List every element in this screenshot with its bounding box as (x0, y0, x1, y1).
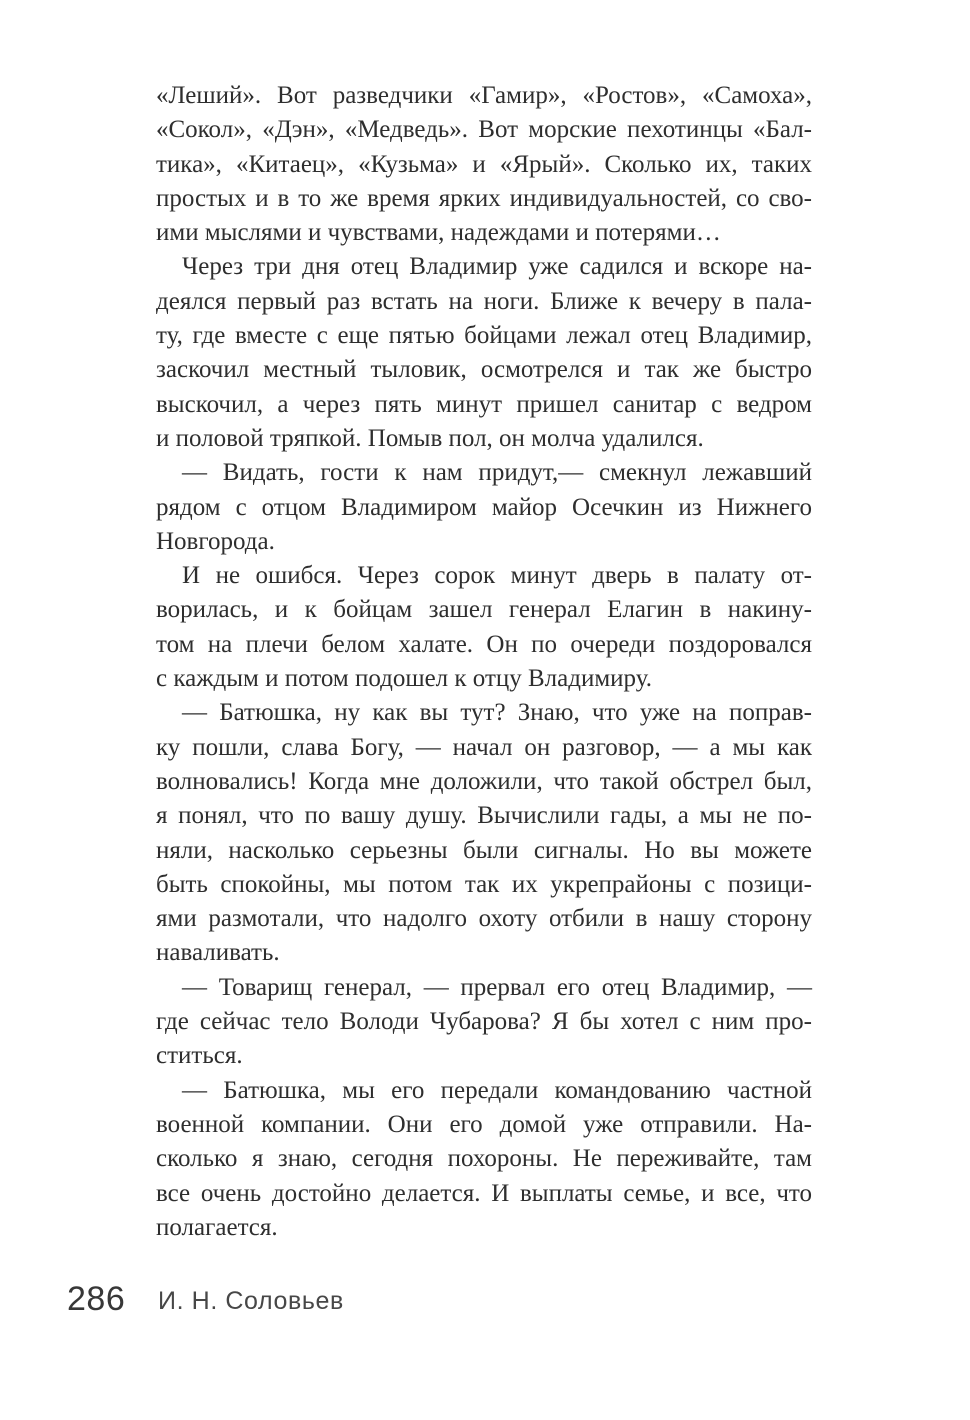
text-line: быть спокойны, мы потом так их укрепрайоны с позици- (156, 870, 812, 898)
text-line: ку пошли, слава Богу, — начал он разговор, — а мы как (156, 733, 812, 761)
text-line: Через три дня отец Владимир уже садился и вскоре на- (182, 253, 812, 281)
text-line: — Батюшка, ну как вы тут? Знаю, что уже на поправ- (182, 699, 812, 727)
text-line: я понял, что по вашу душу. Вычислили гады, а мы не по- (156, 802, 812, 830)
text-line: деялся первый раз встать на ноги. Ближе к вечеру в пала- (156, 287, 812, 315)
text-line: с каждым и потом подошел к отцу Владимиру. (156, 665, 652, 693)
text-line: ями размотали, что надолго охоту отбили в нашу сторону (156, 905, 812, 933)
running-title-author: И. Н. Соловьев (158, 1287, 344, 1315)
text-line: ту, где вместе с еще пятью бойцами лежал отец Владимир, (156, 322, 812, 350)
text-line: рядом с отцом Владимиром майор Осечкин из Нижнего (156, 493, 812, 521)
text-line: И не ошибся. Через сорок минут дверь в палату от- (182, 562, 812, 590)
text-line: — Батюшка, мы его передали командованию частной (182, 1076, 812, 1104)
text-line: все очень достойно делается. И выплаты семье, и все, что (156, 1179, 812, 1207)
text-line: простых и в то же время ярких индивидуальностей, со сво- (156, 184, 812, 212)
page-text-block (156, 79, 812, 1245)
paragraph (156, 79, 812, 250)
text-line: Новгорода. (156, 527, 275, 555)
text-line: няли, насколько серьезны были сигналы. Но вы можете (156, 836, 812, 864)
text-line: «Леший». Вот разведчики «Гамир», «Ростов», «Самоха», (156, 82, 812, 109)
paragraph (156, 456, 812, 559)
paragraph (156, 250, 812, 456)
paragraph (156, 696, 812, 970)
paragraph (156, 1074, 812, 1245)
text-line: волновались! Когда мне доложили, что такой обстрел был, (156, 767, 812, 795)
text-line: заскочил местный тыловик, осмотрелся и так же быстро (156, 356, 812, 384)
page-number: 286 (67, 1280, 126, 1318)
text-line: ими мыслями и чувствами, надеждами и потерями… (156, 219, 721, 247)
paragraph (156, 971, 812, 1074)
text-line: ститься. (156, 1042, 243, 1070)
text-line: где сейчас тело Володи Чубарова? Я бы хотел с ним про- (156, 1008, 812, 1036)
text-line: «Сокол», «Дэн», «Медведь». Вот морские пехотинцы «Бал- (156, 116, 812, 144)
paragraph (156, 559, 812, 696)
text-line: сколько я знаю, сегодня похороны. Не переживайте, там (156, 1145, 812, 1173)
page-footer (0, 1280, 970, 1320)
text-line: выскочил, а через пять минут пришел санитар с ведром (156, 390, 812, 418)
text-line: наваливать. (156, 939, 280, 967)
text-line: — Товарищ генерал, — прервал его отец Владимир, — (182, 973, 812, 1001)
text-line: — Видать, гости к нам придут,— смекнул лежавший (182, 459, 812, 487)
text-line: военной компании. Они его домой уже отправили. На- (156, 1110, 812, 1138)
text-line: и половой тряпкой. Помыв пол, он молча удалился. (156, 424, 704, 452)
text-line: полагается. (156, 1213, 278, 1241)
text-line: том на плечи белом халате. Он по очереди поздоровался (156, 630, 812, 658)
text-line: ворилась, и к бойцам зашел генерал Елагин в накину- (156, 596, 812, 624)
text-line: тика», «Китаец», «Кузьма» и «Ярый». Сколько их, таких (156, 150, 812, 178)
